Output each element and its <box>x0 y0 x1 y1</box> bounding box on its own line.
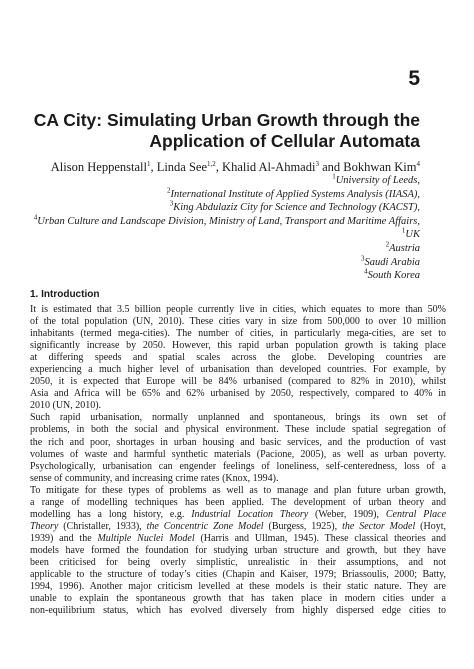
paragraph-3-line: been criticised for being overly simplistic, unrealistic in their assumptions, and not <box>30 556 446 568</box>
author-affiliation-mark: 1 <box>146 159 151 168</box>
affiliation-mark: 1 <box>332 172 336 181</box>
author-name: , Linda See <box>150 160 208 174</box>
paragraph-1-line: 2010 (UN, 2010). <box>30 400 102 412</box>
paragraph-2-line: the rich and poor, shortages in urban housing and basic services, and the production of vast <box>30 436 446 448</box>
paragraph-2-line: sense of community, and increasing crime rates (Knox, 1994). <box>30 472 279 484</box>
author-name: Alison Heppenstall <box>50 160 147 174</box>
text-run: (Harris and Ullman, 1945). These classical theories and <box>194 532 446 544</box>
affiliation-mark: 3 <box>169 199 174 208</box>
paragraph-3-line <box>30 521 446 533</box>
italic-term: Multiple Nuclei Model <box>97 532 195 544</box>
paragraph-3-line: non-equilibrium status, which has evolved diversely from highly dispersed edge cities to <box>30 605 446 617</box>
author-affiliation-mark: 1,2 <box>207 159 216 168</box>
paragraph-3-line: models have formed the foundation for studying urban structure and growth, but they have <box>30 544 446 556</box>
affiliation-mark: 1 <box>401 226 406 235</box>
affiliation-mark: 4 <box>364 267 368 276</box>
paragraph-1-line: Asia and Africa will be 65% and 62% urbanised by 2050, respectively, compared to 40% in <box>30 388 446 400</box>
text-run: (Weber, 1909), <box>308 508 386 520</box>
paragraph-3-line: To mitigate for these types of problems as well as to manage and plan future urban growth, <box>30 484 446 496</box>
chapter-title-line-2: Application of Cellular Automata <box>149 131 420 151</box>
affiliation-line <box>0 174 420 188</box>
paragraph-1-line: 2050, it is expected that Europe will be 84% urbanised (compared to 82% in 2010), whilst <box>30 376 446 388</box>
author-affiliation-mark: 3 <box>315 159 319 168</box>
chapter-number: 5 <box>408 67 420 90</box>
chapter-title-line-1: CA City: Simulating Urban Growth through the <box>33 110 420 130</box>
paragraph-3-line: a range of modelling techniques has been applied. The development of urban theory and <box>30 496 446 508</box>
paragraph-2-line: problems, in both the social and physical environment. These include spatial segregation of <box>30 424 446 436</box>
affiliation-line <box>0 188 420 202</box>
text-run: (Christaller, 1933), <box>58 520 147 532</box>
affiliation-mark: 2 <box>166 186 171 195</box>
paragraph-1-line: experiencing a much higher level of urbanisation than developed countries. For example, by <box>30 364 446 376</box>
affiliation-line <box>0 215 420 229</box>
author-name: , Khalid Al-Ahmadi <box>215 160 316 174</box>
paragraph-3-line <box>30 533 446 545</box>
affiliation-line <box>0 269 420 283</box>
affiliation-text: South Korea <box>367 270 420 282</box>
author-affiliation-mark: 4 <box>416 159 420 168</box>
text-run: 1939) and the <box>30 532 98 544</box>
affiliation-text: Urban Culture and Landscape Division, Ministry of Land, Transport and Maritime Affairs, <box>37 215 420 227</box>
paragraph-1-line: significantly increase by 2050. However, this rapid urban population growth is taking place <box>30 340 446 352</box>
affiliation-text: University of Leeds, <box>335 175 420 186</box>
affiliation-line <box>0 256 420 270</box>
affiliation-text: UK <box>405 229 420 241</box>
text-run: (Burgess, 1925), <box>263 520 343 532</box>
affiliation-text: International Institute of Applied Systems Analysis (IIASA), <box>170 188 420 200</box>
affiliation-line <box>0 242 420 256</box>
author-names <box>0 160 420 174</box>
italic-term: Theory <box>30 520 59 532</box>
paragraph-2-line: volumes of waste and harmful synthetic materials (Pacione, 2005), as well as urban poverty. <box>30 448 446 460</box>
italic-term: the Sector Model <box>342 520 416 532</box>
paragraph-3-line <box>30 509 446 521</box>
affiliation-text: King Abdulaziz City for Science and Technology (KACST), <box>173 202 420 214</box>
italic-term: the Concentric Zone Model <box>146 520 264 532</box>
paragraph-3-line: applicable to the structure of today’s cities (Chapin and Kaiser, 1979; Briassoulis, 2000; Batty, <box>30 569 446 581</box>
affiliation-mark: 3 <box>360 254 365 263</box>
affiliation-line <box>0 228 420 242</box>
body-text <box>30 304 446 617</box>
affiliation-mark: 4 <box>33 213 38 222</box>
italic-term: Central Place <box>385 508 447 520</box>
paragraph-3-line: unable to explain the spontaneous growth that has taken place in modern cities under a <box>30 593 446 605</box>
paragraph-1-line: It is estimated that 3.5 billion people currently live in cities, which equates to more than 50% <box>30 304 446 315</box>
affiliation-text: Austria <box>389 242 420 254</box>
affiliation-line <box>0 201 420 215</box>
paragraph-1-line: at differing speeds and spatial scales across the globe. Developing countries are <box>30 352 446 364</box>
author-name: and Bokhwan Kim <box>318 160 417 174</box>
paragraph-2-line: Such rapid urbanisation, normally unplanned and spontaneous, brings its own set of <box>30 412 446 424</box>
author-block <box>0 160 420 283</box>
paragraph-1-line: inhabitants (termed mega-cities). The number of cities, in particularly mega-cities, are set to <box>30 328 446 340</box>
italic-term: Industrial Location Theory <box>191 508 309 520</box>
paragraph-2-line: Psychologically, urbanisation can engender feelings of loneliness, self-centeredness, loss of a <box>30 460 446 472</box>
affiliation-mark: 2 <box>385 240 390 249</box>
affiliation-text: Saudi Arabia <box>364 256 420 268</box>
section-heading: 1. Introduction <box>30 289 100 300</box>
paragraph-1-line: of the total population (UN, 2010). These cities vary in size from 500,000 to over 10 million <box>30 316 446 328</box>
text-run: (Hoyt, <box>415 520 446 532</box>
paragraph-3-line: 1994, 1996). Another major criticism levelled at these models is their static nature. They are <box>30 581 446 593</box>
text-run: modelling has a long history, e.g. <box>30 508 192 520</box>
chapter-title <box>20 110 420 152</box>
